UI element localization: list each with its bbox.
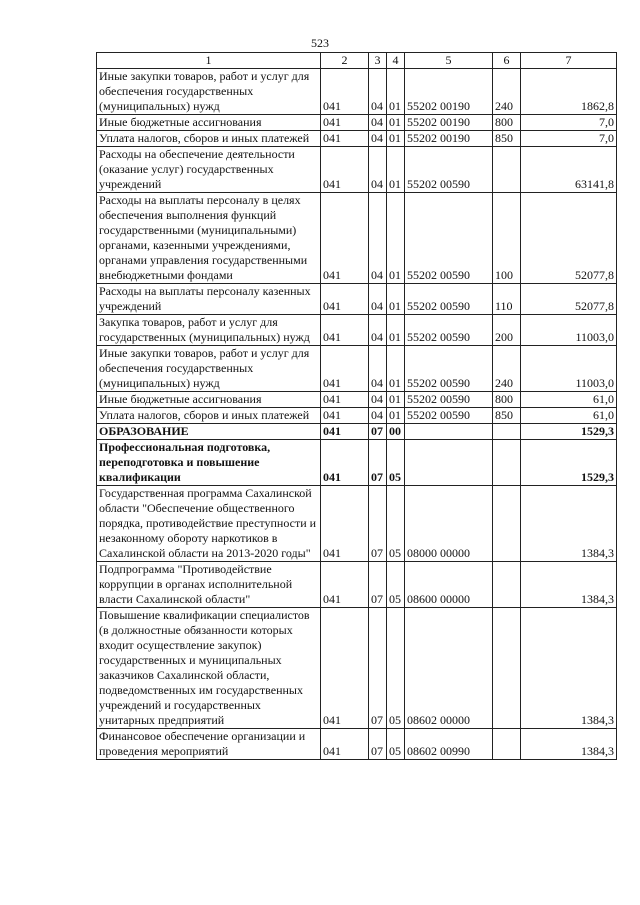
cell-subsection-code: 05: [387, 562, 405, 608]
cell-subsection-code: 00: [387, 424, 405, 440]
cell-subsection-code: 01: [387, 115, 405, 131]
cell-section-code: 07: [369, 486, 387, 562]
table-row: [97, 486, 617, 562]
table-row: [97, 284, 617, 315]
table-row: [97, 562, 617, 608]
table-body: [97, 69, 617, 760]
cell-section-code: 04: [369, 115, 387, 131]
cell-name: Уплата налогов, сборов и иных платежей: [97, 408, 321, 424]
cell-name: Расходы на выплаты персоналу в целях обеспечения выполнения функций государственными (муниципальными) органами, казенными учреждениями, органами управления государственными внебюджетными фондами: [97, 193, 321, 284]
cell-ministry-code: 041: [321, 392, 369, 408]
cell-amount: 1384,3: [521, 486, 617, 562]
table-row: [97, 729, 617, 760]
column-header: 2: [321, 53, 369, 69]
cell-ministry-code: 041: [321, 284, 369, 315]
cell-target-article: 08602 00990: [405, 729, 493, 760]
cell-ministry-code: 041: [321, 69, 369, 115]
cell-target-article: 08600 00000: [405, 562, 493, 608]
cell-name: Расходы на выплаты персоналу казенных учреждений: [97, 284, 321, 315]
cell-name: Расходы на обеспечение деятельности (оказание услуг) государственных учреждений: [97, 147, 321, 193]
cell-ministry-code: 041: [321, 115, 369, 131]
cell-target-article: 55202 00190: [405, 115, 493, 131]
cell-ministry-code: 041: [321, 424, 369, 440]
cell-expense-type: [493, 486, 521, 562]
column-header: 7: [521, 53, 617, 69]
cell-ministry-code: 041: [321, 440, 369, 486]
table-row: [97, 392, 617, 408]
cell-ministry-code: 041: [321, 562, 369, 608]
cell-ministry-code: 041: [321, 131, 369, 147]
cell-amount: 61,0: [521, 392, 617, 408]
cell-target-article: 55202 00590: [405, 408, 493, 424]
cell-amount: 7,0: [521, 131, 617, 147]
cell-subsection-code: 05: [387, 729, 405, 760]
cell-expense-type: [493, 147, 521, 193]
cell-section-code: 07: [369, 440, 387, 486]
cell-ministry-code: 041: [321, 408, 369, 424]
cell-expense-type: [493, 424, 521, 440]
cell-subsection-code: 01: [387, 131, 405, 147]
table-row: [97, 115, 617, 131]
cell-subsection-code: 01: [387, 346, 405, 392]
table-row: [97, 193, 617, 284]
table-row: [97, 315, 617, 346]
cell-expense-type: 800: [493, 392, 521, 408]
column-header: 5: [405, 53, 493, 69]
cell-section-code: 04: [369, 392, 387, 408]
cell-amount: 61,0: [521, 408, 617, 424]
table-row: [97, 424, 617, 440]
cell-expense-type: 100: [493, 193, 521, 284]
cell-expense-type: 850: [493, 131, 521, 147]
cell-section-code: 04: [369, 408, 387, 424]
table-row: [97, 131, 617, 147]
column-header: 4: [387, 53, 405, 69]
cell-target-article: [405, 440, 493, 486]
cell-expense-type: 240: [493, 69, 521, 115]
cell-ministry-code: 041: [321, 729, 369, 760]
table-row: [97, 69, 617, 115]
cell-subsection-code: 01: [387, 284, 405, 315]
page-number: 523: [311, 36, 329, 50]
cell-expense-type: [493, 608, 521, 729]
cell-name: Подпрограмма "Противодействие коррупции в органах исполнительной власти Сахалинской области": [97, 562, 321, 608]
cell-amount: 1384,3: [521, 562, 617, 608]
column-header: 3: [369, 53, 387, 69]
cell-subsection-code: 05: [387, 608, 405, 729]
table-row: [97, 408, 617, 424]
cell-name: Уплата налогов, сборов и иных платежей: [97, 131, 321, 147]
cell-target-article: 55202 00190: [405, 131, 493, 147]
cell-name: Финансовое обеспечение организации и проведения мероприятий: [97, 729, 321, 760]
cell-section-code: 04: [369, 315, 387, 346]
cell-section-code: 07: [369, 608, 387, 729]
cell-ministry-code: 041: [321, 346, 369, 392]
cell-name: Профессиональная подготовка, переподготовка и повышение квалификации: [97, 440, 321, 486]
cell-target-article: 08000 00000: [405, 486, 493, 562]
cell-target-article: 55202 00590: [405, 193, 493, 284]
table-row: [97, 440, 617, 486]
cell-subsection-code: 05: [387, 440, 405, 486]
cell-ministry-code: 041: [321, 486, 369, 562]
cell-amount: 1384,3: [521, 729, 617, 760]
cell-target-article: 55202 00590: [405, 392, 493, 408]
cell-target-article: 08602 00000: [405, 608, 493, 729]
cell-section-code: 04: [369, 131, 387, 147]
cell-subsection-code: 01: [387, 392, 405, 408]
cell-name: ОБРАЗОВАНИЕ: [97, 424, 321, 440]
cell-expense-type: 850: [493, 408, 521, 424]
cell-ministry-code: 041: [321, 315, 369, 346]
cell-name: Государственная программа Сахалинской области "Обеспечение общественного порядка, противодействие преступности и незаконному обороту наркотиков в Сахалинской области на 2013-2020 годы": [97, 486, 321, 562]
cell-subsection-code: 01: [387, 69, 405, 115]
cell-amount: 1529,3: [521, 440, 617, 486]
cell-subsection-code: 01: [387, 193, 405, 284]
cell-expense-type: [493, 440, 521, 486]
cell-name: Повышение квалификации специалистов (в должностные обязанности которых входит осуществление закупок) государственных и муниципальных заказчиков Сахалинской области, подведомственных им государственных учреждений и государственных унитарных предприятий: [97, 608, 321, 729]
cell-expense-type: 800: [493, 115, 521, 131]
cell-section-code: 07: [369, 729, 387, 760]
cell-subsection-code: 01: [387, 315, 405, 346]
table-row: [97, 608, 617, 729]
cell-amount: 11003,0: [521, 315, 617, 346]
cell-expense-type: 110: [493, 284, 521, 315]
cell-name: Иные бюджетные ассигнования: [97, 115, 321, 131]
cell-amount: 52077,8: [521, 284, 617, 315]
cell-section-code: 07: [369, 424, 387, 440]
cell-ministry-code: 041: [321, 608, 369, 729]
cell-section-code: 07: [369, 562, 387, 608]
cell-section-code: 04: [369, 193, 387, 284]
table-row: [97, 147, 617, 193]
cell-expense-type: [493, 729, 521, 760]
cell-amount: 1862,8: [521, 69, 617, 115]
cell-subsection-code: 01: [387, 408, 405, 424]
cell-amount: 7,0: [521, 115, 617, 131]
cell-expense-type: [493, 562, 521, 608]
cell-target-article: 55202 00190: [405, 69, 493, 115]
cell-target-article: 55202 00590: [405, 315, 493, 346]
cell-target-article: 55202 00590: [405, 147, 493, 193]
cell-amount: 52077,8: [521, 193, 617, 284]
cell-ministry-code: 041: [321, 193, 369, 284]
cell-ministry-code: 041: [321, 147, 369, 193]
cell-subsection-code: 01: [387, 147, 405, 193]
cell-section-code: 04: [369, 284, 387, 315]
cell-subsection-code: 05: [387, 486, 405, 562]
cell-amount: 1384,3: [521, 608, 617, 729]
column-header: 6: [493, 53, 521, 69]
cell-expense-type: 240: [493, 346, 521, 392]
cell-name: Иные закупки товаров, работ и услуг для обеспечения государственных (муниципальных) нужд: [97, 346, 321, 392]
cell-target-article: 55202 00590: [405, 284, 493, 315]
table-row: [97, 346, 617, 392]
cell-name: Иные закупки товаров, работ и услуг для обеспечения государственных (муниципальных) нужд: [97, 69, 321, 115]
cell-section-code: 04: [369, 346, 387, 392]
cell-amount: 1529,3: [521, 424, 617, 440]
cell-name: Закупка товаров, работ и услуг для государственных (муниципальных) нужд: [97, 315, 321, 346]
cell-section-code: 04: [369, 69, 387, 115]
cell-section-code: 04: [369, 147, 387, 193]
column-header: 1: [97, 53, 321, 69]
cell-amount: 11003,0: [521, 346, 617, 392]
cell-amount: 63141,8: [521, 147, 617, 193]
cell-name: Иные бюджетные ассигнования: [97, 392, 321, 408]
cell-expense-type: 200: [493, 315, 521, 346]
budget-table: [96, 52, 617, 760]
header-row: [97, 53, 617, 69]
cell-target-article: [405, 424, 493, 440]
cell-target-article: 55202 00590: [405, 346, 493, 392]
